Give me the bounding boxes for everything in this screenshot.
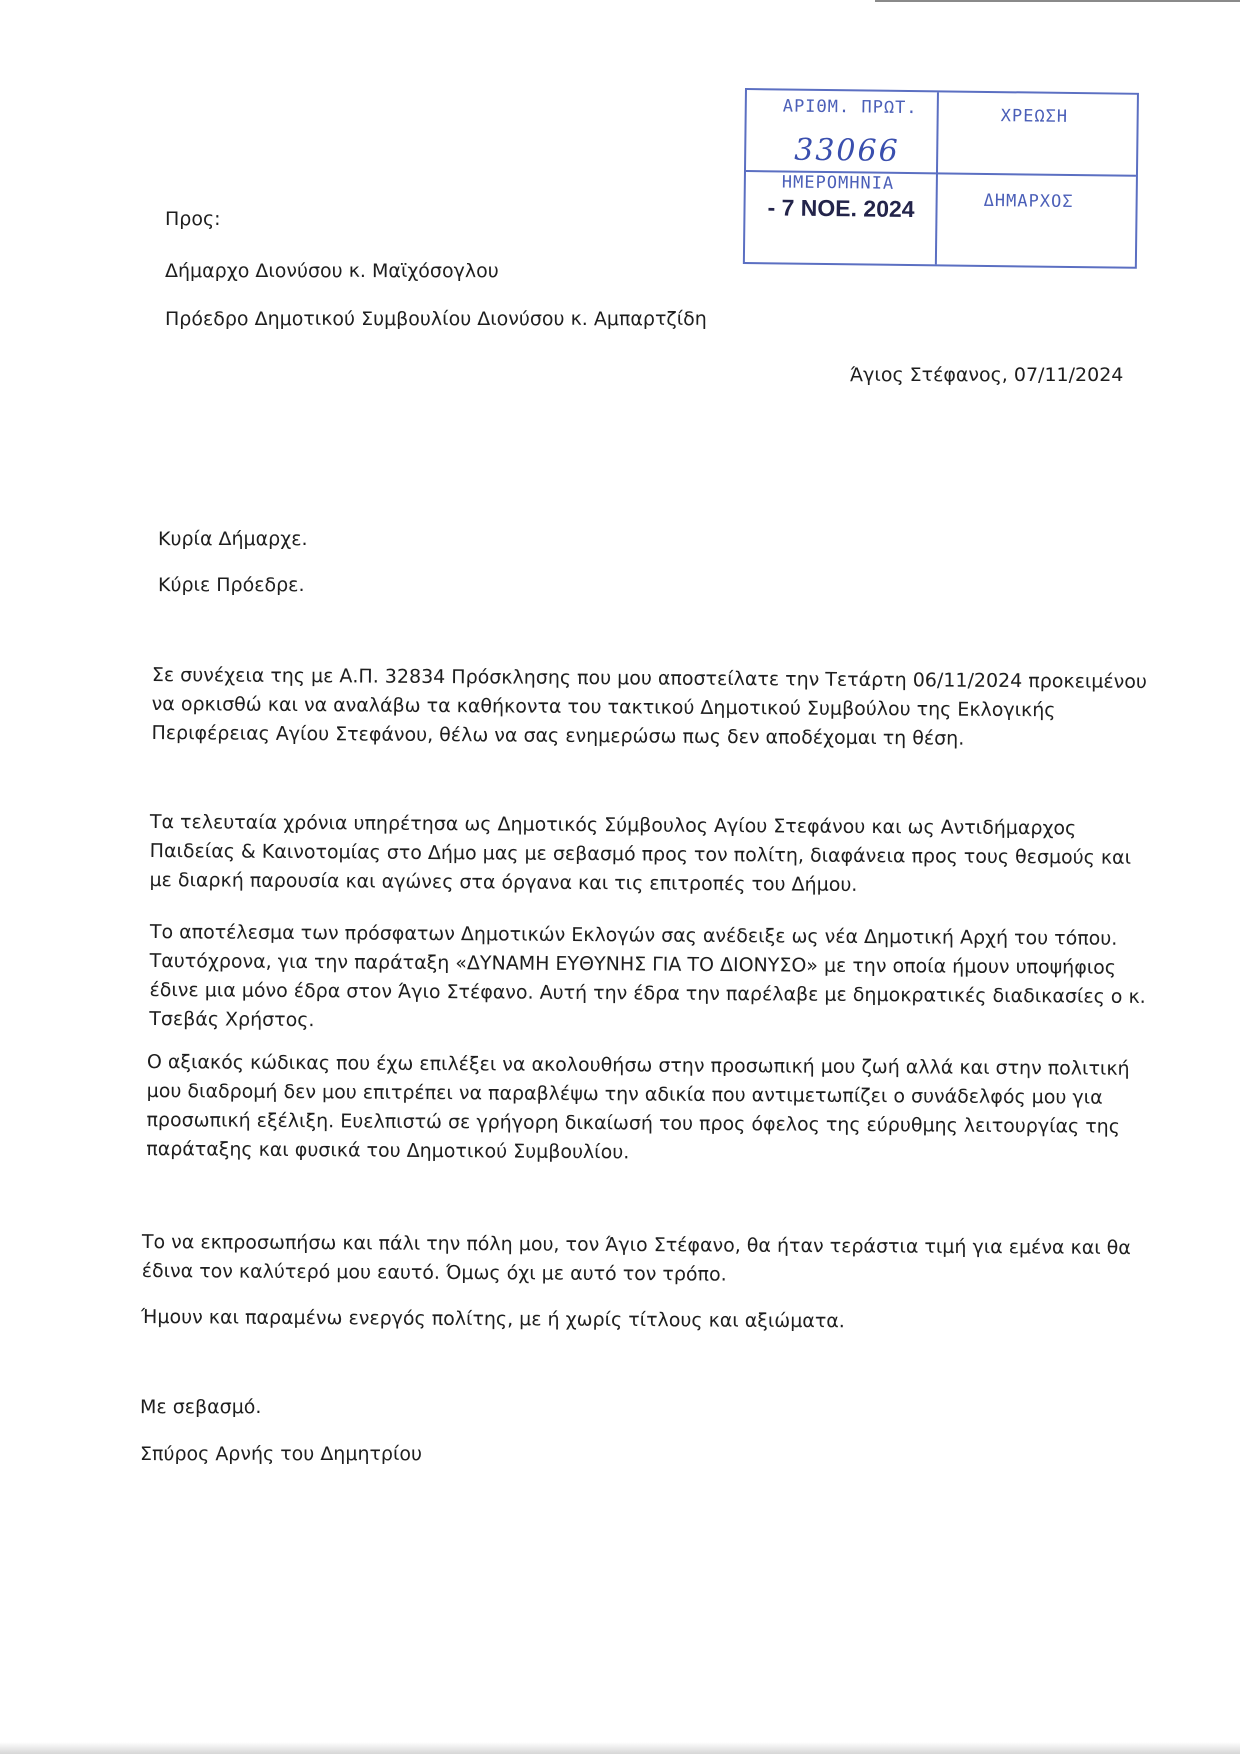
protocol-stamp: [743, 88, 1139, 269]
paragraph-line: παράταξης και φυσικά του Δημοτικού Συμβουλίου.: [146, 1137, 630, 1164]
paragraph-line: Ταυτόχρονα, για την παράταξη «ΔΥΝΑΜΗ ΕΥΘΥΝΗΣ ΓΙΑ ΤΟ ΔΙΟΝΥΣΟ» με την οποία ήμουν υποψήφιος: [149, 949, 1117, 979]
stamp-protocol-label: ΑΡΙΘΜ. ΠΡΩΤ.: [782, 96, 918, 119]
paragraph-line: με διαρκή παρουσία και αγώνες στα όργανα και τις επιτροπές του Δήμου.: [149, 868, 858, 896]
place-date: Άγιος Στέφανος, 07/11/2024: [850, 364, 1124, 386]
paragraph-3: [149, 918, 1146, 1041]
scan-edge-top: [875, 0, 1240, 2]
salutation-mayor: Κυρία Δήμαρχε.: [158, 528, 308, 550]
paragraph-line: Σε συνέχεια της με Α.Π. 32834 Πρόσκλησης που μου αποστείλατε την Τετάρτη 06/11/2024 προκειμένου: [151, 663, 1148, 693]
stamp-date-label: ΗΜΕΡΟΜΗΝΙΑ: [781, 172, 895, 194]
signature-name: Σπύρος Αρνής του Δημητρίου: [140, 1443, 423, 1465]
stamp-protocol-number: 33066: [794, 132, 900, 169]
paragraph-line: προσωπική εξέλιξη. Ευελπιστώ σε γρήγορη δικαίωσή του προς όφελος της εύρυθμης λειτουργίας της: [146, 1108, 1120, 1138]
paragraph-line: Περιφέρειας Αγίου Στεφάνου, θέλω να σας ενημερώσω πως δεν αποδέχομαι τη θέση.: [151, 721, 965, 750]
paragraph-line: έδινα τον καλύτερό μου εαυτό. Όμως όχι με αυτό τον τρόπο.: [141, 1259, 727, 1286]
paragraph-line: να ορκισθώ και να αναλάβω τα καθήκοντα του τακτικού Δημοτικού Συμβούλου της Εκλογικής: [151, 692, 1056, 722]
paragraph-line: Τα τελευταία χρόνια υπηρέτησα ως Δημοτικός Σύμβουλος Αγίου Στεφάνου και ως Αντιδήμαρχος: [149, 810, 1077, 840]
stamp-divider-right: [936, 172, 1136, 176]
paragraph-2: [149, 808, 1131, 902]
paragraph-line: Το να εκπροσωπήσω και πάλι την πόλη μου, τον Άγιο Στέφανο, θα ήταν τεράστια τιμή για εμένα και θα: [141, 1231, 1131, 1260]
scan-edge-bottom: [0, 1742, 1240, 1754]
paragraph-line: Παιδείας & Καινοτομίας στο Δήμο μας με σεβασμό προς τον πολίτη, διαφάνεια προς τους θεσμούς και: [149, 839, 1132, 869]
stamp-date-value: - 7 ΝΟΕ. 2024: [767, 194, 915, 223]
paragraph-line: Το αποτέλεσμα των πρόσφατων Δημοτικών Εκλογών σας ανέδειξε ως νέα Δημοτική Αρχή του τόπου.: [149, 920, 1118, 950]
paragraph-5: [142, 1228, 1131, 1292]
closing: Με σεβασμό.: [140, 1396, 262, 1418]
paragraph-line: Ο αξιακός κώδικας που έχω επιλέξει να ακολουθήσω στην προσωπική μου ζωή αλλά και στην πολιτική: [146, 1050, 1130, 1080]
paragraph-line: έδινε μια μόνο έδρα στον Άγιο Στέφανο. Αυτή την έδρα την παρέλαβε με δημοκρατικές διαδικασίες ο κ.: [149, 978, 1146, 1008]
salutation-president: Κύριε Πρόεδρε.: [158, 574, 305, 596]
paragraph-4: [146, 1048, 1130, 1171]
paragraph-1: [151, 661, 1147, 755]
paragraph-line: μου διαδρομή δεν μου επιτρέπει να παραβλέψω την αδικία που αντιμετωπίζει ο συνάδελφός μου για: [146, 1079, 1103, 1109]
recipient-mayor: Δήμαρχο Διονύσου κ. Μαϊχόσογλου: [165, 260, 499, 282]
stamp-divider-vertical: [935, 92, 939, 264]
paragraph-6: [141, 1303, 845, 1336]
stamp-charge-label: ΧΡΕΩΣΗ: [1000, 106, 1069, 127]
paragraph-line: Ήμουν και παραμένω ενεργός πολίτης, με ή χωρίς τίτλους και αξιώματα.: [140, 1306, 845, 1333]
recipient-council-president: Πρόεδρο Δημοτικού Συμβουλίου Διονύσου κ. Αμπαρτζίδη: [165, 308, 707, 330]
stamp-charge-value: ΔΗΜΑΡΧΟΣ: [983, 190, 1074, 213]
recipient-label: Προς:: [165, 208, 221, 230]
paragraph-line: Τσεβάς Χρήστος.: [149, 1007, 315, 1032]
